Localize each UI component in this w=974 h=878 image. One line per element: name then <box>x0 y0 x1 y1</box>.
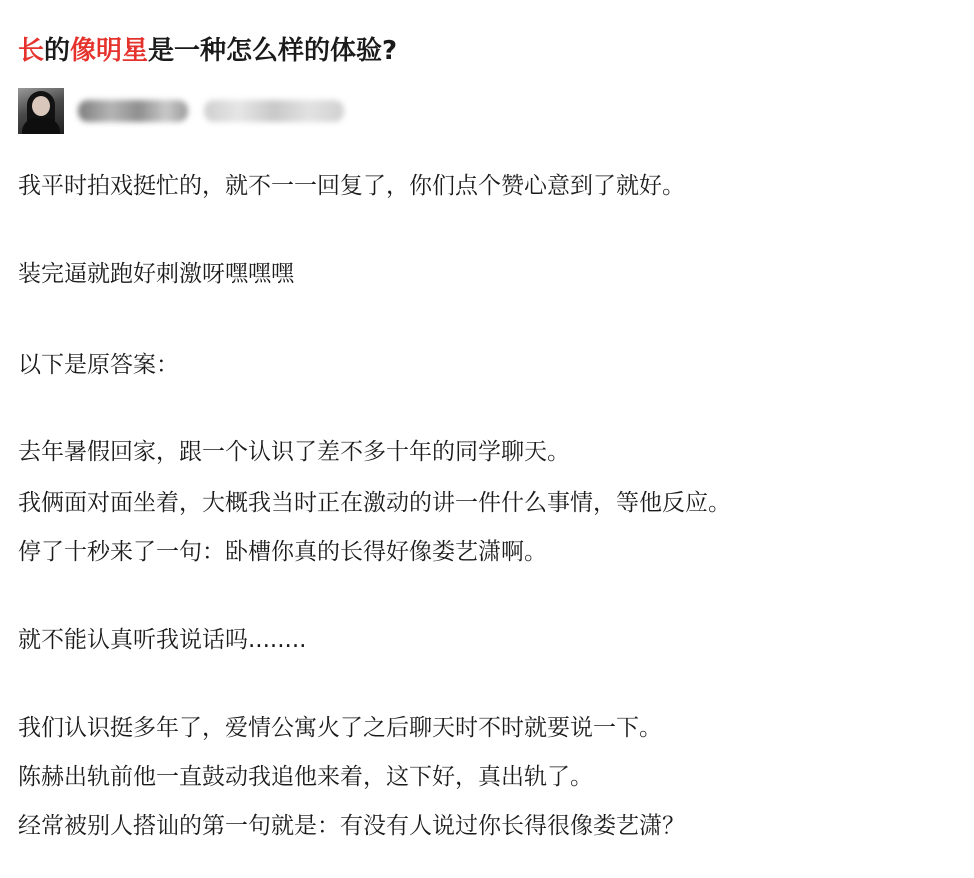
title-segment-2: 的 <box>44 36 71 66</box>
answer-line-2: 装完逼就跑好刺激呀嘿嘿嘿 <box>18 261 294 287</box>
answer-line-3: 以下是原答案： <box>18 352 179 378</box>
answer-line-9: 陈赫出轨前他一直鼓动我追他来着，这下好，真出轨了。 <box>18 764 593 790</box>
answer-line-10: 经常被别人搭讪的第一句就是：有没有人说过你长得很像娄艺潇？ <box>18 813 685 839</box>
author-signature-blurred <box>204 100 344 122</box>
author-name-blurred[interactable] <box>78 100 188 122</box>
question-title[interactable] <box>18 33 397 69</box>
title-segment-4: 是一种怎么样的体验? <box>148 36 398 66</box>
title-highlight-1: 长 <box>18 36 45 66</box>
answer-line-4: 去年暑假回家，跟一个认识了差不多十年的同学聊天。 <box>18 439 570 465</box>
avatar-body <box>22 118 60 134</box>
author-row <box>18 88 438 134</box>
answer-line-5: 我俩面对面坐着，大概我当时正在激动的讲一件什么事情，等他反应。 <box>18 490 731 516</box>
answer-line-1: 我平时拍戏挺忙的，就不一一回复了，你们点个赞心意到了就好。 <box>18 173 685 199</box>
avatar-face <box>32 96 50 116</box>
avatar[interactable] <box>18 88 64 134</box>
answer-line-8: 我们认识挺多年了，爱情公寓火了之后聊天时不时就要说一下。 <box>18 715 662 741</box>
answer-line-6: 停了十秒来了一句：卧槽你真的长得好像娄艺潇啊。 <box>18 539 547 565</box>
answer-line-7: 就不能认真听我说话吗........ <box>18 627 307 653</box>
title-highlight-2: 像明星 <box>70 36 149 66</box>
